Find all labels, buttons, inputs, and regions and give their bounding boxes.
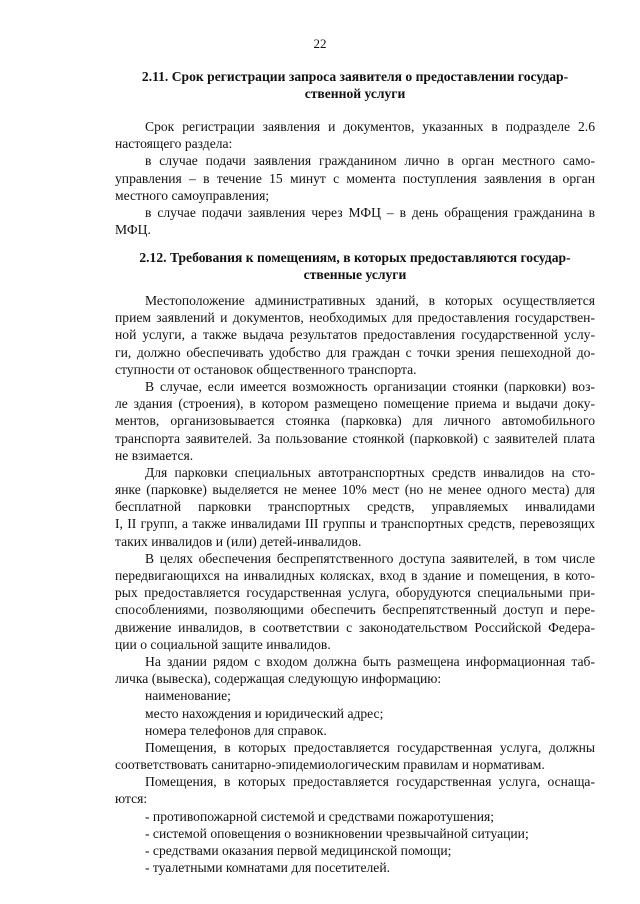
text-line: движение инвалидов, в соответствии с законодательством Российской Федера- xyxy=(115,619,595,635)
text-line: способлениями, позволяющими обеспечить беспрепятственный доступ и пере- xyxy=(115,602,595,618)
section-2-11-heading xyxy=(115,68,595,102)
section-2-11-body xyxy=(115,118,595,238)
text-line: I, II групп, а также инвалидами III группы и транспортных средств, перевозящих xyxy=(115,516,595,532)
heading-line: 2.12. Требования к помещениям, в которых предоставляются государ- xyxy=(139,250,571,265)
text-line: ются: xyxy=(115,791,148,807)
text-line: ле здания (строения), в котором размещено помещение приема и выдачи доку- xyxy=(115,396,595,412)
section-2-12-heading xyxy=(115,249,595,283)
text-line: Местоположение административных зданий, в которых осуществляется xyxy=(145,293,595,308)
text-line: МФЦ. xyxy=(115,222,151,238)
text-line: ги, должно обеспечивать удобство для граждан с точки зрения пешеходной до- xyxy=(115,344,595,360)
list-item: место нахождения и юридический адрес; xyxy=(145,705,384,721)
text-line: ции о социальной защите инвалидов. xyxy=(115,636,331,652)
list-item: - средствами оказания первой медицинской помощи; xyxy=(145,843,452,858)
heading-line: ственной услуги xyxy=(304,86,406,102)
text-line: таких инвалидов и (или) детей-инвалидов. xyxy=(115,533,362,549)
text-line: Помещения, в которых предоставляется государственная услуга, должны xyxy=(145,739,595,755)
text-line: Срок регистрации заявления и документов, указанных в подразделе 2.6 xyxy=(145,119,595,134)
list-item: - системой оповещения о возникновении чрезвычайной ситуации; xyxy=(145,825,529,841)
text-line: в случае подачи заявления через МФЦ – в день обращения гражданина в xyxy=(145,204,595,220)
text-line: соответствовать санитарно-эпидемиологическим правилам и нормативам. xyxy=(115,757,545,773)
text-line: прием заявлений и документов, необходимых для предоставления государствен- xyxy=(115,310,595,326)
list-item: наименование; xyxy=(145,688,231,704)
text-line: управления – в течение 15 минут с момента поступления заявления в орган xyxy=(115,170,595,186)
section-2-12-body xyxy=(115,292,595,876)
text-line: На здании рядом с входом должна быть размещена информационная таб- xyxy=(145,653,595,669)
text-line: бесплатной парковки транспортных средств, управляемых инвалидами xyxy=(115,499,595,515)
text-line: ментов, организовывается стоянка (парковка) для личного автомобильного xyxy=(115,413,595,429)
list-item: - туалетными комнатами для посетителей. xyxy=(145,860,390,876)
text-line: транспорта заявителей. За пользование стоянкой (парковкой) с заявителей плата xyxy=(115,430,595,446)
text-line: в случае подачи заявления гражданином лично в орган местного само- xyxy=(145,153,595,169)
text-line: настоящего раздела: xyxy=(115,136,233,152)
text-line: местного самоуправления; xyxy=(115,187,270,203)
heading-line: ственные услуги xyxy=(303,267,407,283)
list-item: - противопожарной системой и средствами пожаротушения; xyxy=(145,808,495,824)
text-line: рых предоставляется государственная услуга, оборудуются специальными при- xyxy=(115,585,595,601)
text-line: В целях обеспечения беспрепятственного доступа заявителей, в том числе xyxy=(145,550,595,566)
text-line: ступности от остановок общественного транспорта. xyxy=(115,361,417,377)
text-line: не взимается. xyxy=(115,447,194,463)
list-item: номера телефонов для справок. xyxy=(145,722,327,738)
text-line: Помещения, в которых предоставляется государственная услуга, оснаща- xyxy=(145,774,595,790)
text-line: передвигающихся на инвалидных колясках, вход в здание и помещения, в кото- xyxy=(115,568,595,583)
text-line: В случае, если имеется возможность организации стоянки (парковки) воз- xyxy=(145,378,595,394)
text-line: ной услуги, а также выдача результатов предоставления государственной услу- xyxy=(115,327,595,343)
text-line: личка (вывеска), содержащая следующую информацию: xyxy=(115,671,442,687)
text-line: Для парковки специальных автотранспортных средств инвалидов на сто- xyxy=(145,464,595,480)
text-line: янке (парковке) выделяется не менее 10% мест (но не менее одного места) для xyxy=(115,482,595,498)
page-number: 22 xyxy=(313,36,327,51)
heading-line: 2.11. Срок регистрации запроса заявителя о предоставлении государ- xyxy=(141,69,569,84)
